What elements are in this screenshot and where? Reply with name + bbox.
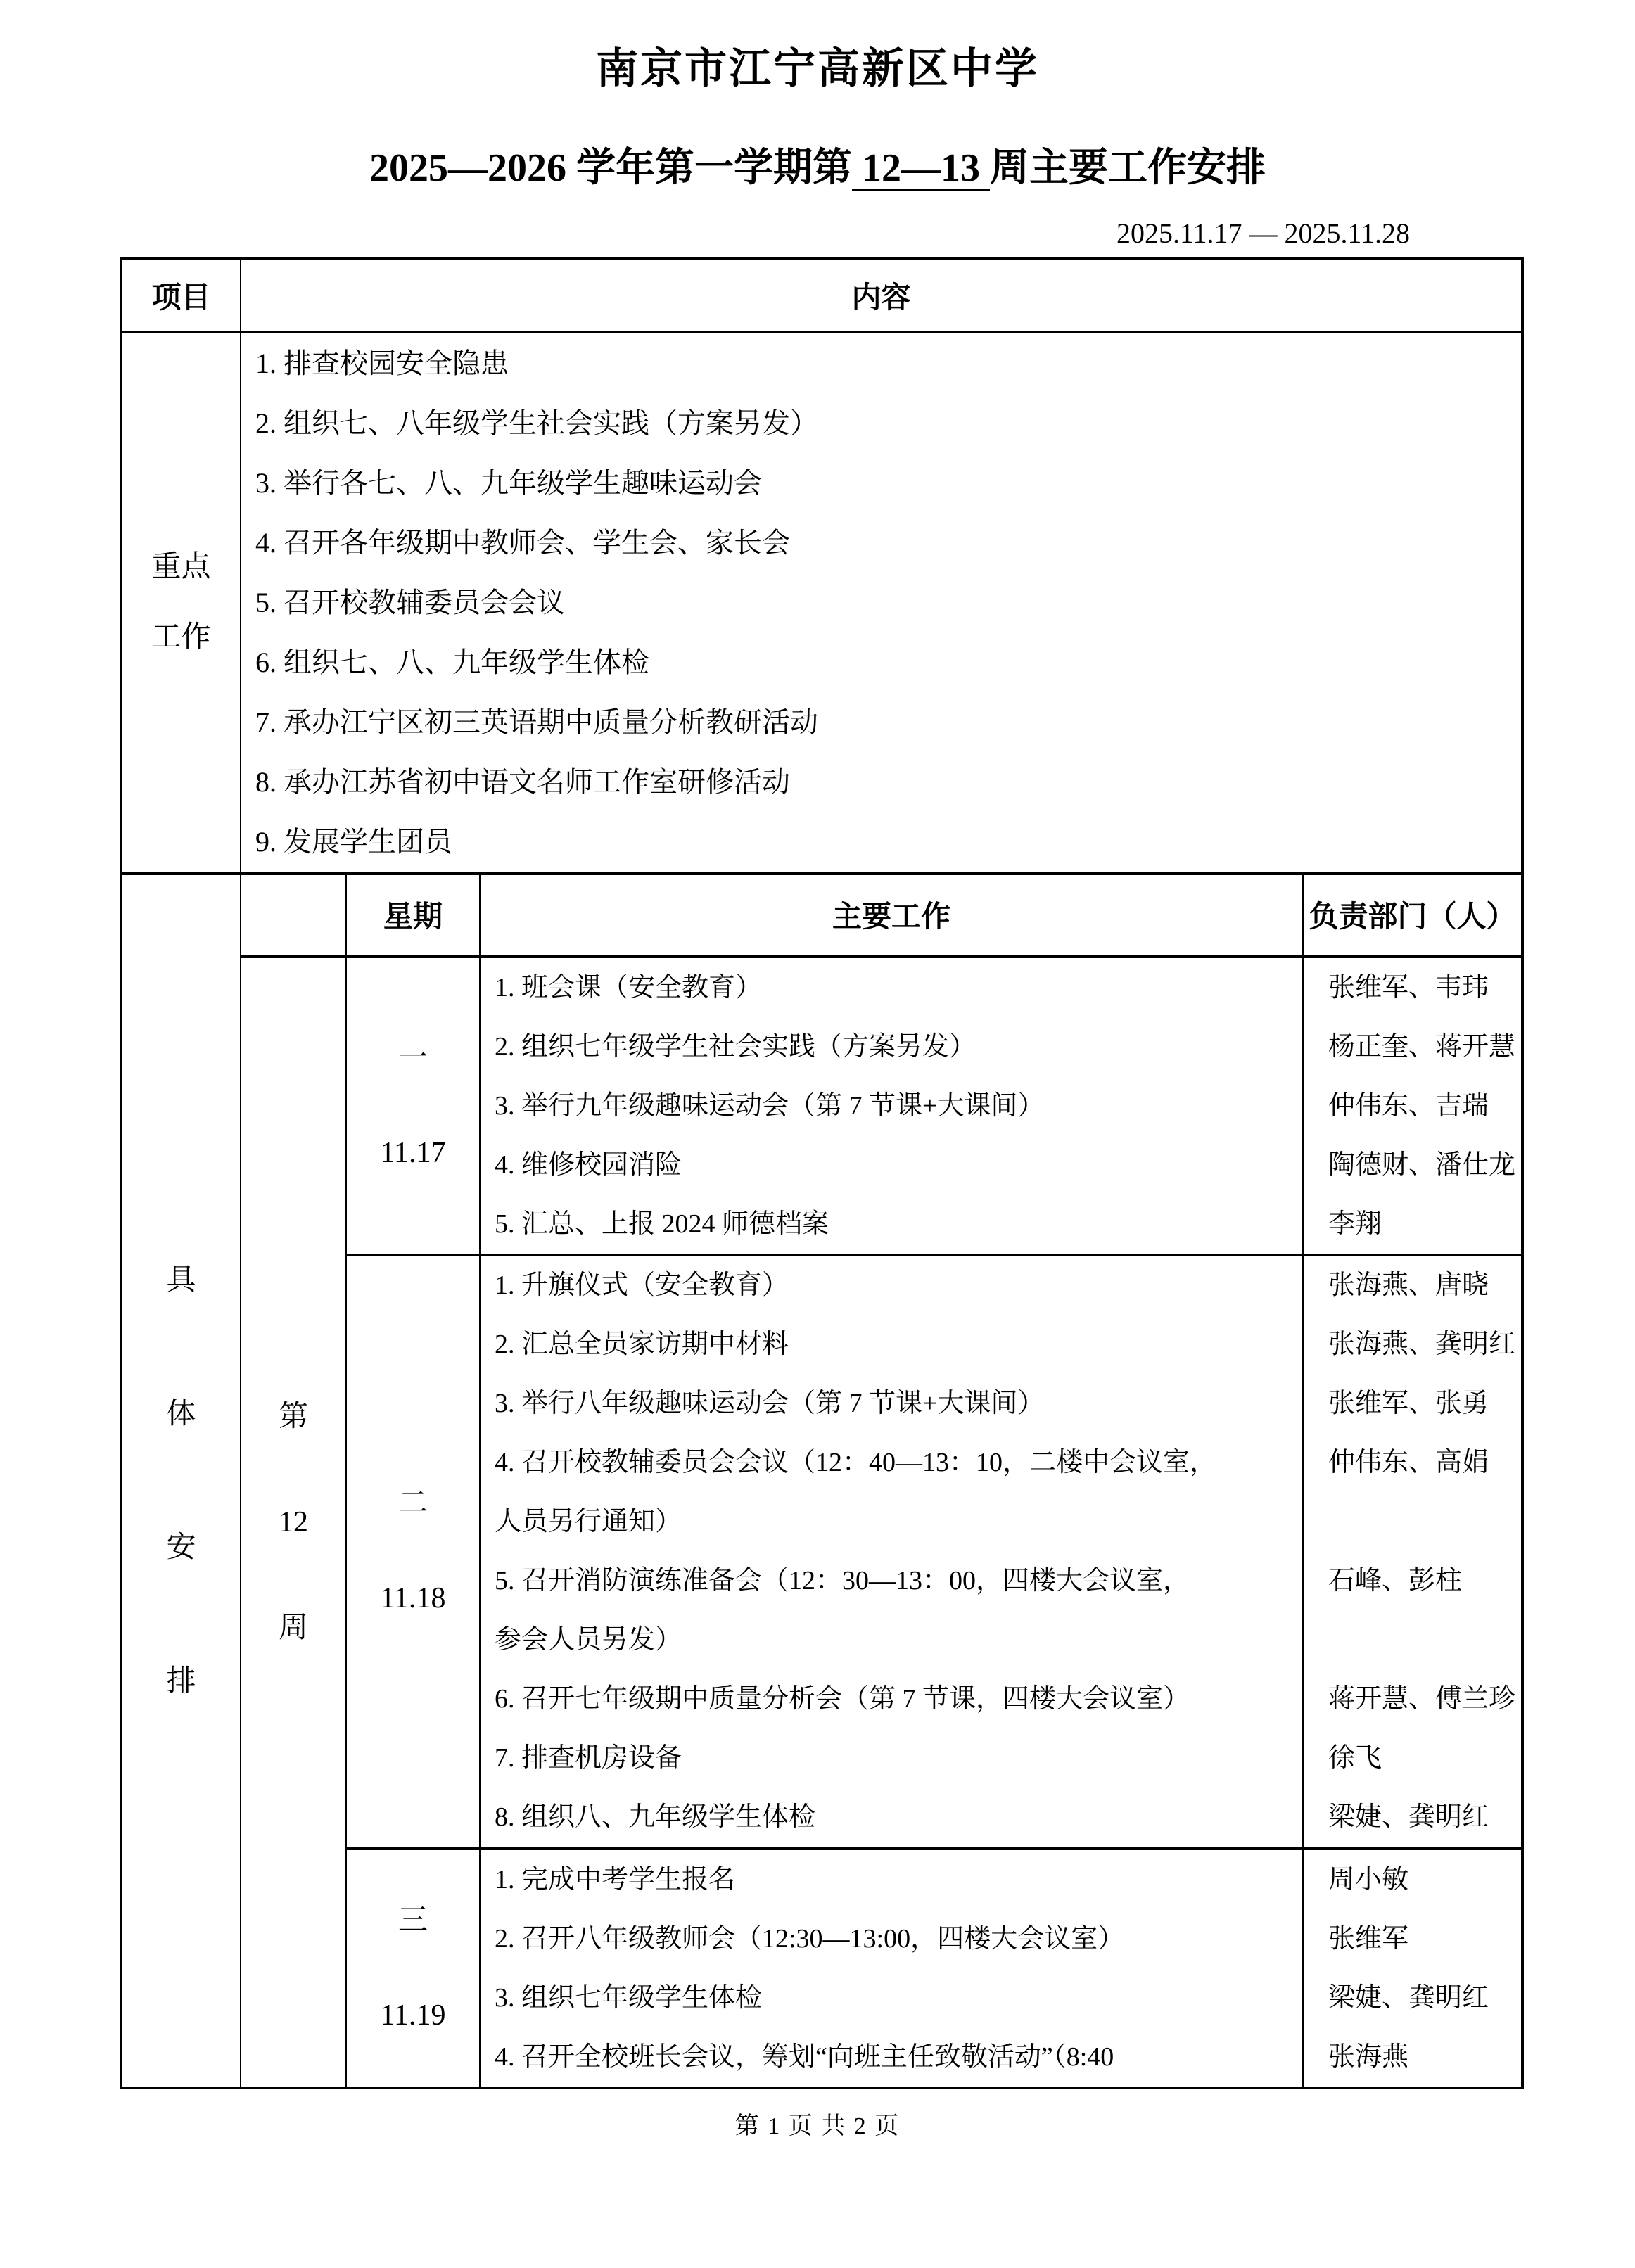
list-item: 7. 承办江宁区初三英语期中质量分析教研活动 [255, 706, 818, 738]
work-line: 3. 举行九年级趣味运动会（第 7 节课+大课间） [495, 1090, 1045, 1121]
owner-line: 杨正奎、蒋开慧 [1328, 1031, 1516, 1062]
list-item: 2. 组织七、八年级学生社会实践（方案另发） [255, 407, 818, 439]
work-list-cell [480, 1848, 1303, 2088]
work-line: 参会人员另发） [495, 1624, 682, 1655]
schedule-label-cell [121, 873, 241, 2088]
owner-line: 周小敏 [1328, 1864, 1409, 1894]
list-item: 3. 举行各七、八、九年级学生趣味运动会 [255, 466, 762, 499]
header-item-column: 项目 [121, 258, 241, 332]
work-line: 人员另行通知） [495, 1506, 682, 1536]
list-item: 8. 承办江苏省初中语文名师工作室研修活动 [255, 765, 790, 798]
schedule-subheader-row [121, 873, 1522, 956]
work-line: 4. 召开校教辅委员会会议（12：40—13：10，二楼中会议室， [495, 1447, 1217, 1477]
owner-line: 张海燕、唐晓 [1328, 1270, 1489, 1300]
owner-line: 张维军、韦玮 [1328, 972, 1489, 1002]
subtitle-week-underlined: 12—13 [852, 146, 990, 190]
day-date: 11.17 [380, 1136, 446, 1169]
work-line: 7. 排查机房设备 [495, 1743, 682, 1773]
subheader-owner: 负责部门（人） [1303, 873, 1522, 956]
page-subtitle [0, 136, 1635, 193]
key-work-label: 重点 工作 [151, 551, 211, 654]
key-work-row [121, 332, 1522, 873]
work-line: 1. 班会课（安全教育） [495, 972, 763, 1002]
day-cell [346, 1254, 480, 1848]
week-header-spacer-cell [241, 873, 346, 956]
day-name: 一 [397, 1041, 428, 1074]
list-item: 4. 召开各年级期中教师会、学生会、家长会 [255, 526, 790, 559]
owner-line [1328, 1610, 1521, 1669]
work-line: 3. 组织七年级学生体检 [495, 1982, 763, 2013]
page-title: 南京市江宁高新区中学 [596, 46, 1039, 92]
day-name: 三 [397, 1904, 428, 1937]
subheader-work: 主要工作 [480, 873, 1303, 956]
work-line: 2. 汇总全员家访期中材料 [495, 1329, 789, 1359]
owner-line: 梁婕、龚明红 [1328, 1802, 1489, 1832]
work-line: 4. 维修校园消险 [495, 1149, 682, 1180]
week-label-cell [241, 956, 346, 2088]
owner-line: 蒋开慧、傅兰珍 [1328, 1683, 1516, 1714]
work-line: 5. 汇总、上报 2024 师德档案 [495, 1209, 829, 1239]
owner-list-cell [1303, 1848, 1522, 2088]
work-list-cell [480, 956, 1303, 1254]
schedule-label: 具 体 安 排 [166, 1263, 196, 1697]
owner-list-cell [1303, 956, 1522, 1254]
key-work-label-cell [121, 332, 241, 873]
work-line: 4. 召开全校班长会议，筹划“向班主任致敬活动”（8:40 [495, 2041, 1114, 2072]
list-item: 9. 发展学生团员 [255, 825, 452, 858]
subtitle-prefix: 2025—2026 学年第一学期第 [369, 146, 852, 190]
work-list-cell [480, 1254, 1303, 1848]
work-line: 2. 组织七年级学生社会实践（方案另发） [495, 1031, 976, 1062]
owner-line: 仲伟东、吉瑞 [1328, 1090, 1489, 1121]
day-row-monday [121, 956, 1522, 1254]
owner-line: 梁婕、龚明红 [1328, 1982, 1489, 2013]
owner-line: 张维军、张勇 [1328, 1388, 1489, 1418]
work-line: 5. 召开消防演练准备会（12：30—13：00，四楼大会议室， [495, 1565, 1190, 1595]
list-item: 1. 排查校园安全隐患 [255, 347, 509, 379]
table-header-row [121, 258, 1522, 332]
owner-list-cell [1303, 1254, 1522, 1848]
owner-line: 石峰、彭柱 [1328, 1565, 1463, 1595]
owner-line: 张海燕 [1328, 2041, 1409, 2072]
key-work-list-cell [241, 332, 1522, 873]
week-label: 第 12 周 [278, 1400, 308, 1644]
work-line: 6. 召开七年级期中质量分析会（第 7 节课，四楼大会议室） [495, 1683, 1190, 1714]
owner-line: 李翔 [1328, 1209, 1382, 1239]
owner-line [1328, 1492, 1521, 1551]
owner-line: 仲伟东、高娟 [1328, 1447, 1489, 1477]
day-date: 11.18 [380, 1581, 446, 1614]
owner-line: 张维军 [1328, 1923, 1409, 1954]
work-line: 1. 升旗仪式（安全教育） [495, 1270, 789, 1300]
list-item: 5. 召开校教辅委员会会议 [255, 586, 565, 618]
work-line: 2. 召开八年级教师会（12:30—13:00，四楼大会议室） [495, 1923, 1125, 1954]
owner-line: 张海燕、龚明红 [1328, 1329, 1516, 1359]
day-date: 11.19 [380, 1999, 446, 2032]
day-cell [346, 956, 480, 1254]
work-line: 8. 组织八、九年级学生体检 [495, 1802, 816, 1832]
header-content-column: 内容 [241, 258, 1522, 332]
list-item: 6. 组织七、八、九年级学生体检 [255, 646, 649, 678]
work-line: 1. 完成中考学生报名 [495, 1864, 736, 1894]
date-range: 2025.11.17 — 2025.11.28 [1116, 217, 1410, 249]
subtitle-suffix: 周主要工作安排 [990, 146, 1266, 190]
day-name: 二 [397, 1486, 428, 1520]
page-number-indicator: 第 1 页 共 2 页 [734, 2113, 901, 2139]
day-cell [346, 1848, 480, 2088]
subheader-day: 星期 [346, 873, 480, 956]
owner-line: 徐飞 [1328, 1743, 1382, 1773]
owner-line: 陶德财、潘仕龙 [1328, 1149, 1516, 1180]
work-schedule-table [120, 257, 1524, 2089]
work-line: 3. 举行八年级趣味运动会（第 7 节课+大课间） [495, 1388, 1045, 1418]
